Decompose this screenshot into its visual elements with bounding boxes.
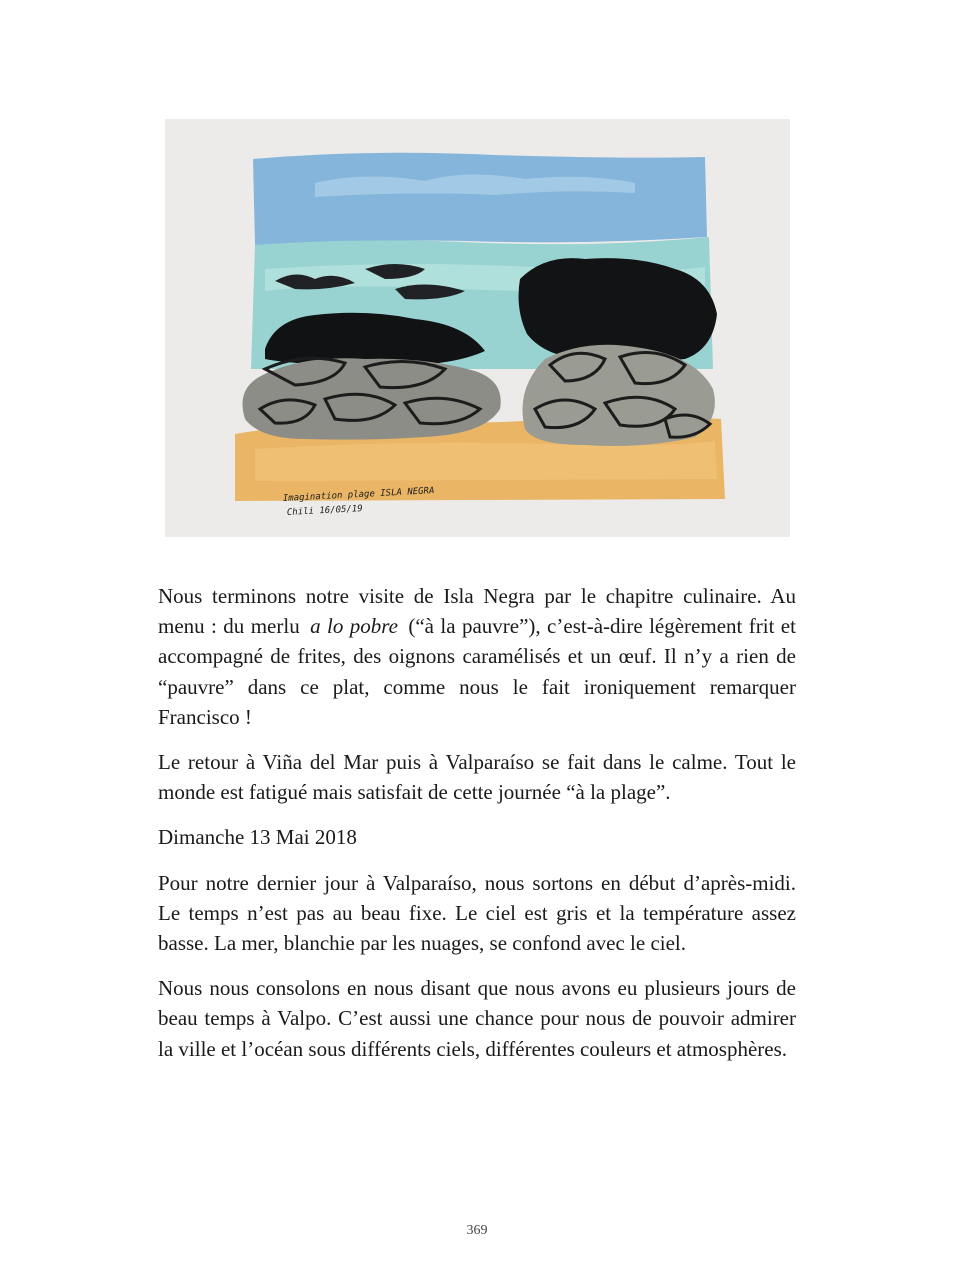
sky-wash <box>253 153 707 245</box>
paragraph: Le retour à Viña del Mar puis à Valparaíso se fait dans le calme. Tout le monde est fatigué mais satisfait de cette journée “à la plage”. <box>158 750 796 805</box>
spanish-dish-name: a lo pobre <box>310 614 398 639</box>
boulders-left <box>243 358 501 439</box>
page-number: 369 <box>466 1223 488 1238</box>
body-text <box>158 581 796 1079</box>
paragraph <box>158 581 796 732</box>
date-heading: Dimanche 13 Mai 2018 <box>158 825 357 850</box>
paragraph-text: (“à la pauvre”), c’est-à-dire légèrement frit et accompagné de frites, des oignons caramélisés et un œuf. Il n’y a rien de “pauvre” dans ce plat, comme nous le fait ironiquement remarquer Francisco ! <box>158 614 796 729</box>
watercolor-illustration <box>165 119 790 537</box>
paragraph-text: Nous terminons notre visite de Isla Negra par le chapitre culinaire. Au menu : du merlu <box>158 584 796 639</box>
signature-line-2: Chili 16/05/19 <box>286 504 363 518</box>
paragraph: Pour notre dernier jour à Valparaíso, nous sortons en début d’après-midi. Le temps n’est pas au beau fixe. Le ciel est gris et la température assez basse. La mer, blanchie par les nuages, se confond avec le ciel. <box>158 870 796 956</box>
paragraph: Nous nous consolons en nous disant que nous avons eu plusieurs jours de beau temps à Valpo. C’est aussi une chance pour nous de pouvoir admirer la ville et l’océan sous différents ciels, différentes couleurs et atmosphères. <box>158 976 796 1061</box>
sand-highlight <box>255 441 717 481</box>
signature-line-1: Imagination plage ISLA NEGRA <box>282 486 435 504</box>
watercolor-painting <box>165 119 790 537</box>
